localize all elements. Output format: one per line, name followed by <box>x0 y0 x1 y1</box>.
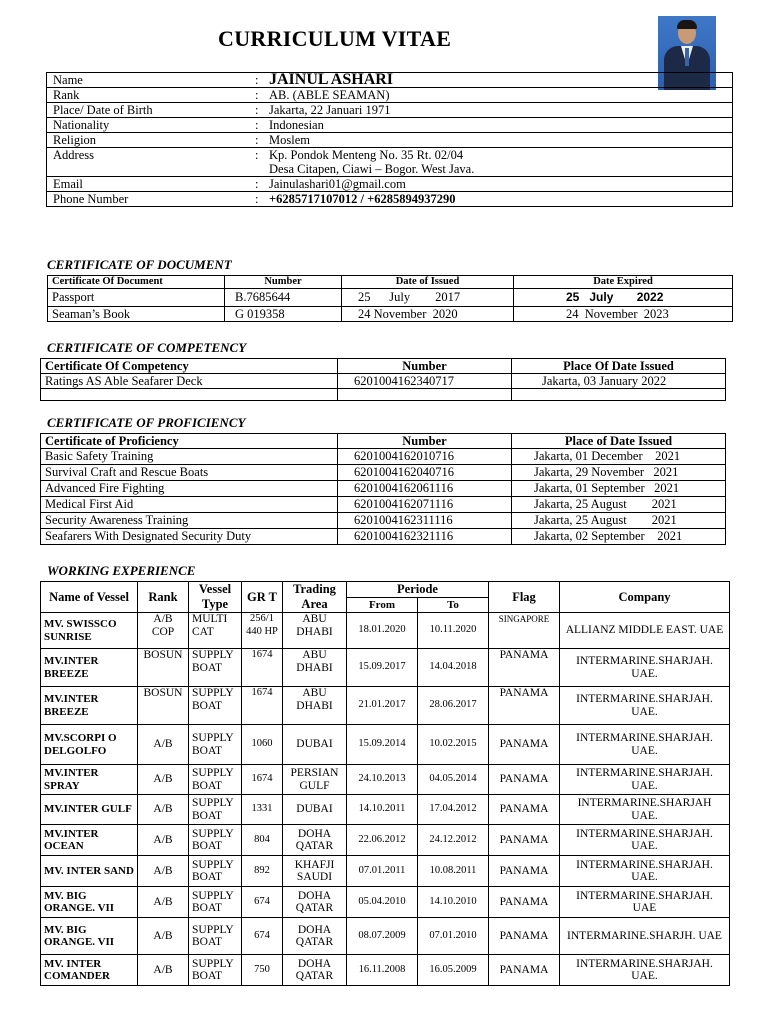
table-cell: 10.11.2020 <box>418 613 489 649</box>
table-cell: MV.INTER BREEZE <box>41 649 138 687</box>
table-cell: B.7685644 <box>225 289 342 307</box>
document-table <box>47 275 733 322</box>
table-cell: PANAMA <box>489 955 560 986</box>
table-header: GR T <box>242 582 283 613</box>
table-header: Periode <box>347 582 489 598</box>
section-heading-document: CERTIFICATE OF DOCUMENT <box>47 257 232 272</box>
table-header: Number <box>338 359 512 374</box>
table-cell: A/B <box>138 795 189 825</box>
table-cell: 25 July 2022 <box>514 289 733 307</box>
table-row <box>41 887 730 918</box>
table-cell: SUPPLY BOAT <box>189 825 242 856</box>
table-cell: A/B <box>138 765 189 795</box>
table-header: To <box>418 598 489 613</box>
table-cell: Seaman’s Book <box>48 307 225 322</box>
table-cell: MV.INTER OCEAN <box>41 825 138 856</box>
table-cell: DOHA QATAR <box>283 825 347 856</box>
table-cell: MV. INTER SAND <box>41 856 138 887</box>
table-cell: 6201004162321116 <box>338 529 512 545</box>
info-value: Indonesian <box>263 118 733 133</box>
table-cell: Ratings AS Able Seafarer Deck <box>41 374 338 389</box>
personal-info-table: Name : JAINUL ASHARI Rank : AB. (ABLE SEAMAN) Place/ Date of Birth : Jakarta, 22 Januari 1971 Nationality : Indonesian Religion : Moslem Address : Kp. Pondok Menteng No. 35 Rt. 02/04 Desa Citapen, Ciawi – Bogor. West Java. Email : Jainulashari01@gmail.com Phone Number : +6285717107012 / +6285894937290 <box>46 72 733 207</box>
table-cell: DOHA QATAR <box>283 918 347 955</box>
table-cell: Jakarta, 29 November 2021 <box>512 465 726 481</box>
table-cell: MV. INTER COMANDER <box>41 955 138 986</box>
table-cell: 04.05.2014 <box>418 765 489 795</box>
table-cell: MULTI CAT <box>189 613 242 649</box>
table-cell: PANAMA <box>489 887 560 918</box>
table-cell: 6201004162071116 <box>338 497 512 513</box>
table-cell: SUPPLY BOAT <box>189 887 242 918</box>
info-value: AB. (ABLE SEAMAN) <box>263 88 733 103</box>
table-header: From <box>347 598 418 613</box>
table-cell: SUPPLY BOAT <box>189 856 242 887</box>
table-header: Place Of Date Issued <box>512 359 726 374</box>
table-cell: 17.04.2012 <box>418 795 489 825</box>
table-row <box>41 725 730 765</box>
table-cell: 14.04.2018 <box>418 649 489 687</box>
table-cell: Seafarers With Designated Security Duty <box>41 529 338 545</box>
table-cell: DUBAI <box>283 725 347 765</box>
table-cell: 15.09.2017 <box>347 649 418 687</box>
table-cell: SUPPLY BOAT <box>189 918 242 955</box>
info-label: Religion <box>47 133 256 148</box>
table-cell: SUPPLY BOAT <box>189 795 242 825</box>
info-value: +6285717107012 / +6285894937290 <box>269 192 456 206</box>
table-cell: INTERMARINE.SHARJAH. UAE. <box>560 856 730 887</box>
table-header: Flag <box>489 582 560 613</box>
table-cell: Jakarta, 01 September 2021 <box>512 481 726 497</box>
table-cell: 24 November 2020 <box>342 307 514 322</box>
table-cell: PANAMA <box>489 918 560 955</box>
table-row <box>41 918 730 955</box>
table-header: Rank <box>138 582 189 613</box>
table-cell: PANAMA <box>489 856 560 887</box>
experience-table <box>40 581 730 986</box>
table-cell: 21.01.2017 <box>347 687 418 725</box>
info-value: Jainulashari01@gmail.com <box>263 177 733 192</box>
table-cell: 24.12.2012 <box>418 825 489 856</box>
info-value: Moslem <box>263 133 733 148</box>
table-cell: A/B <box>138 856 189 887</box>
table-cell: 18.01.2020 <box>347 613 418 649</box>
table-cell: INTERMARINE.SHARJAH UAE. <box>560 795 730 825</box>
info-label: Rank <box>47 88 256 103</box>
table-cell: Jakarta, 01 December 2021 <box>512 449 726 465</box>
table-cell: SUPPLY BOAT <box>189 687 242 725</box>
table-cell: 674 <box>242 887 283 918</box>
address-line-1: Kp. Pondok Menteng No. 35 Rt. 02/04 <box>269 148 464 162</box>
table-cell: 22.06.2012 <box>347 825 418 856</box>
table-cell: 892 <box>242 856 283 887</box>
table-cell: DUBAI <box>283 795 347 825</box>
table-cell: 14.10.2010 <box>418 887 489 918</box>
table-cell: MV. SWISSCO SUNRISE <box>41 613 138 649</box>
table-cell: A/B <box>138 918 189 955</box>
table-cell: 14.10.2011 <box>347 795 418 825</box>
competency-table <box>40 358 726 401</box>
table-cell: SUPPLY BOAT <box>189 955 242 986</box>
table-cell: MV.SCORPI O DELGOLFO <box>41 725 138 765</box>
table-cell: PERSIAN GULF <box>283 765 347 795</box>
table-cell: PANAMA <box>489 825 560 856</box>
table-cell: G 019358 <box>225 307 342 322</box>
table-cell: DOHA QATAR <box>283 887 347 918</box>
table-cell: PANAMA <box>489 649 560 687</box>
table-cell: INTERMARINE.SHARJAH. UAE <box>560 887 730 918</box>
table-cell: ABU DHABI <box>283 613 347 649</box>
section-heading-proficiency: CERTIFICATE OF PROFICIENCY <box>47 415 246 430</box>
table-row <box>41 955 730 986</box>
table-cell: MV. BIG ORANGE. VII <box>41 918 138 955</box>
table-cell: PANAMA <box>489 795 560 825</box>
table-cell: 10.08.2011 <box>418 856 489 887</box>
table-cell: INTERMARINE.SHARJAH. UAE. <box>560 649 730 687</box>
info-name-value: JAINUL ASHARI <box>263 73 733 88</box>
table-cell: BOSUN <box>138 687 189 725</box>
table-row <box>41 687 730 725</box>
info-label: Nationality <box>47 118 256 133</box>
table-cell: 07.01.2010 <box>418 918 489 955</box>
table-cell: 16.11.2008 <box>347 955 418 986</box>
table-header: Company <box>560 582 730 613</box>
table-header: Date Expired <box>514 276 733 289</box>
section-heading-experience: WORKING EXPERIENCE <box>47 563 196 578</box>
table-cell: Jakarta, 25 August 2021 <box>512 513 726 529</box>
table-cell: Security Awareness Training <box>41 513 338 529</box>
table-header: Certificate Of Competency <box>41 359 338 374</box>
table-cell: ABU DHABI <box>283 649 347 687</box>
table-cell: Jakarta, 03 January 2022 <box>512 374 726 389</box>
table-cell: BOSUN <box>138 649 189 687</box>
table-cell: INTERMARINE.SHARJH. UAE <box>560 918 730 955</box>
table-cell: Passport <box>48 289 225 307</box>
table-cell: 6201004162311116 <box>338 513 512 529</box>
table-header: Date of Issued <box>342 276 514 289</box>
table-cell: A/B <box>138 887 189 918</box>
table-cell: Advanced Fire Fighting <box>41 481 338 497</box>
page-title: CURRICULUM VITAE <box>218 26 452 51</box>
table-cell: A/B COP <box>138 613 189 649</box>
table-cell: ALLIANZ MIDDLE EAST. UAE <box>560 613 730 649</box>
table-header: Name of Vessel <box>41 582 138 613</box>
table-cell: 24.10.2013 <box>347 765 418 795</box>
table-cell: 10.02.2015 <box>418 725 489 765</box>
info-label: Phone Number <box>53 192 129 206</box>
proficiency-table <box>40 433 726 545</box>
table-cell: Basic Safety Training <box>41 449 338 465</box>
table-cell: A/B <box>138 725 189 765</box>
info-label: Email <box>47 177 256 192</box>
table-cell: 674 <box>242 918 283 955</box>
table-cell: MV.INTER BREEZE <box>41 687 138 725</box>
table-cell: 6201004162040716 <box>338 465 512 481</box>
table-cell: 07.01.2011 <box>347 856 418 887</box>
table-cell: 750 <box>242 955 283 986</box>
table-cell: PANAMA <box>489 765 560 795</box>
table-cell: 256/1 440 HP <box>242 613 283 649</box>
info-value <box>263 148 733 177</box>
table-header: Vessel Type <box>189 582 242 613</box>
table-cell: 1674 <box>242 765 283 795</box>
table-header: Certificate of Proficiency <box>41 434 338 449</box>
table-cell: MV. BIG ORANGE. VII <box>41 887 138 918</box>
table-row <box>41 613 730 649</box>
table-row <box>41 825 730 856</box>
table-cell: 15.09.2014 <box>347 725 418 765</box>
table-cell: 05.04.2010 <box>347 887 418 918</box>
table-row <box>41 765 730 795</box>
table-cell: 08.07.2009 <box>347 918 418 955</box>
table-cell: 6201004162061116 <box>338 481 512 497</box>
table-cell: 28.06.2017 <box>418 687 489 725</box>
table-cell: 1674 <box>242 687 283 725</box>
table-cell: INTERMARINE.SHARJAH. UAE. <box>560 955 730 986</box>
table-header: Number <box>225 276 342 289</box>
table-cell: A/B <box>138 955 189 986</box>
table-cell: SINGAPORE <box>489 613 560 649</box>
info-label: Name <box>47 73 256 88</box>
table-cell: MV.INTER SPRAY <box>41 765 138 795</box>
table-cell: 25 July 2017 <box>342 289 514 307</box>
table-cell: A/B <box>138 825 189 856</box>
table-cell: 6201004162340717 <box>338 374 512 389</box>
table-cell: SUPPLY BOAT <box>189 765 242 795</box>
table-header: Number <box>338 434 512 449</box>
table-cell: 24 November 2023 <box>514 307 733 322</box>
table-cell: SUPPLY BOAT <box>189 725 242 765</box>
table-cell: ABU DHABI <box>283 687 347 725</box>
table-cell: DOHA QATAR <box>283 955 347 986</box>
table-cell: KHAFJI SAUDI <box>283 856 347 887</box>
table-header: Trading Area <box>283 582 347 613</box>
table-cell: 6201004162010716 <box>338 449 512 465</box>
table-cell: 1331 <box>242 795 283 825</box>
table-cell: INTERMARINE.SHARJAH. UAE. <box>560 687 730 725</box>
address-line-2: Desa Citapen, Ciawi – Bogor. West Java. <box>269 162 475 176</box>
table-cell: 804 <box>242 825 283 856</box>
table-header: Certificate Of Document <box>48 276 225 289</box>
table-row <box>41 649 730 687</box>
table-row <box>41 856 730 887</box>
table-cell: Jakarta, 25 August 2021 <box>512 497 726 513</box>
table-cell: INTERMARINE.SHARJAH. UAE. <box>560 825 730 856</box>
table-cell: SUPPLY BOAT <box>189 649 242 687</box>
table-cell: Survival Craft and Rescue Boats <box>41 465 338 481</box>
table-cell: 1060 <box>242 725 283 765</box>
info-label: Place/ Date of Birth <box>47 103 256 118</box>
info-value: Jakarta, 22 Januari 1971 <box>263 103 733 118</box>
table-row <box>41 795 730 825</box>
table-cell: PANAMA <box>489 725 560 765</box>
table-header: Place of Date Issued <box>512 434 726 449</box>
table-cell: Medical First Aid <box>41 497 338 513</box>
table-cell: INTERMARINE.SHARJAH. UAE. <box>560 725 730 765</box>
table-cell: PANAMA <box>489 687 560 725</box>
info-label: Address <box>47 148 256 177</box>
table-cell: 16.05.2009 <box>418 955 489 986</box>
table-cell: MV.INTER GULF <box>41 795 138 825</box>
table-cell: INTERMARINE.SHARJAH. UAE. <box>560 765 730 795</box>
section-heading-competency: CERTIFICATE OF COMPETENCY <box>47 340 247 355</box>
table-cell: 1674 <box>242 649 283 687</box>
table-cell: Jakarta, 02 September 2021 <box>512 529 726 545</box>
